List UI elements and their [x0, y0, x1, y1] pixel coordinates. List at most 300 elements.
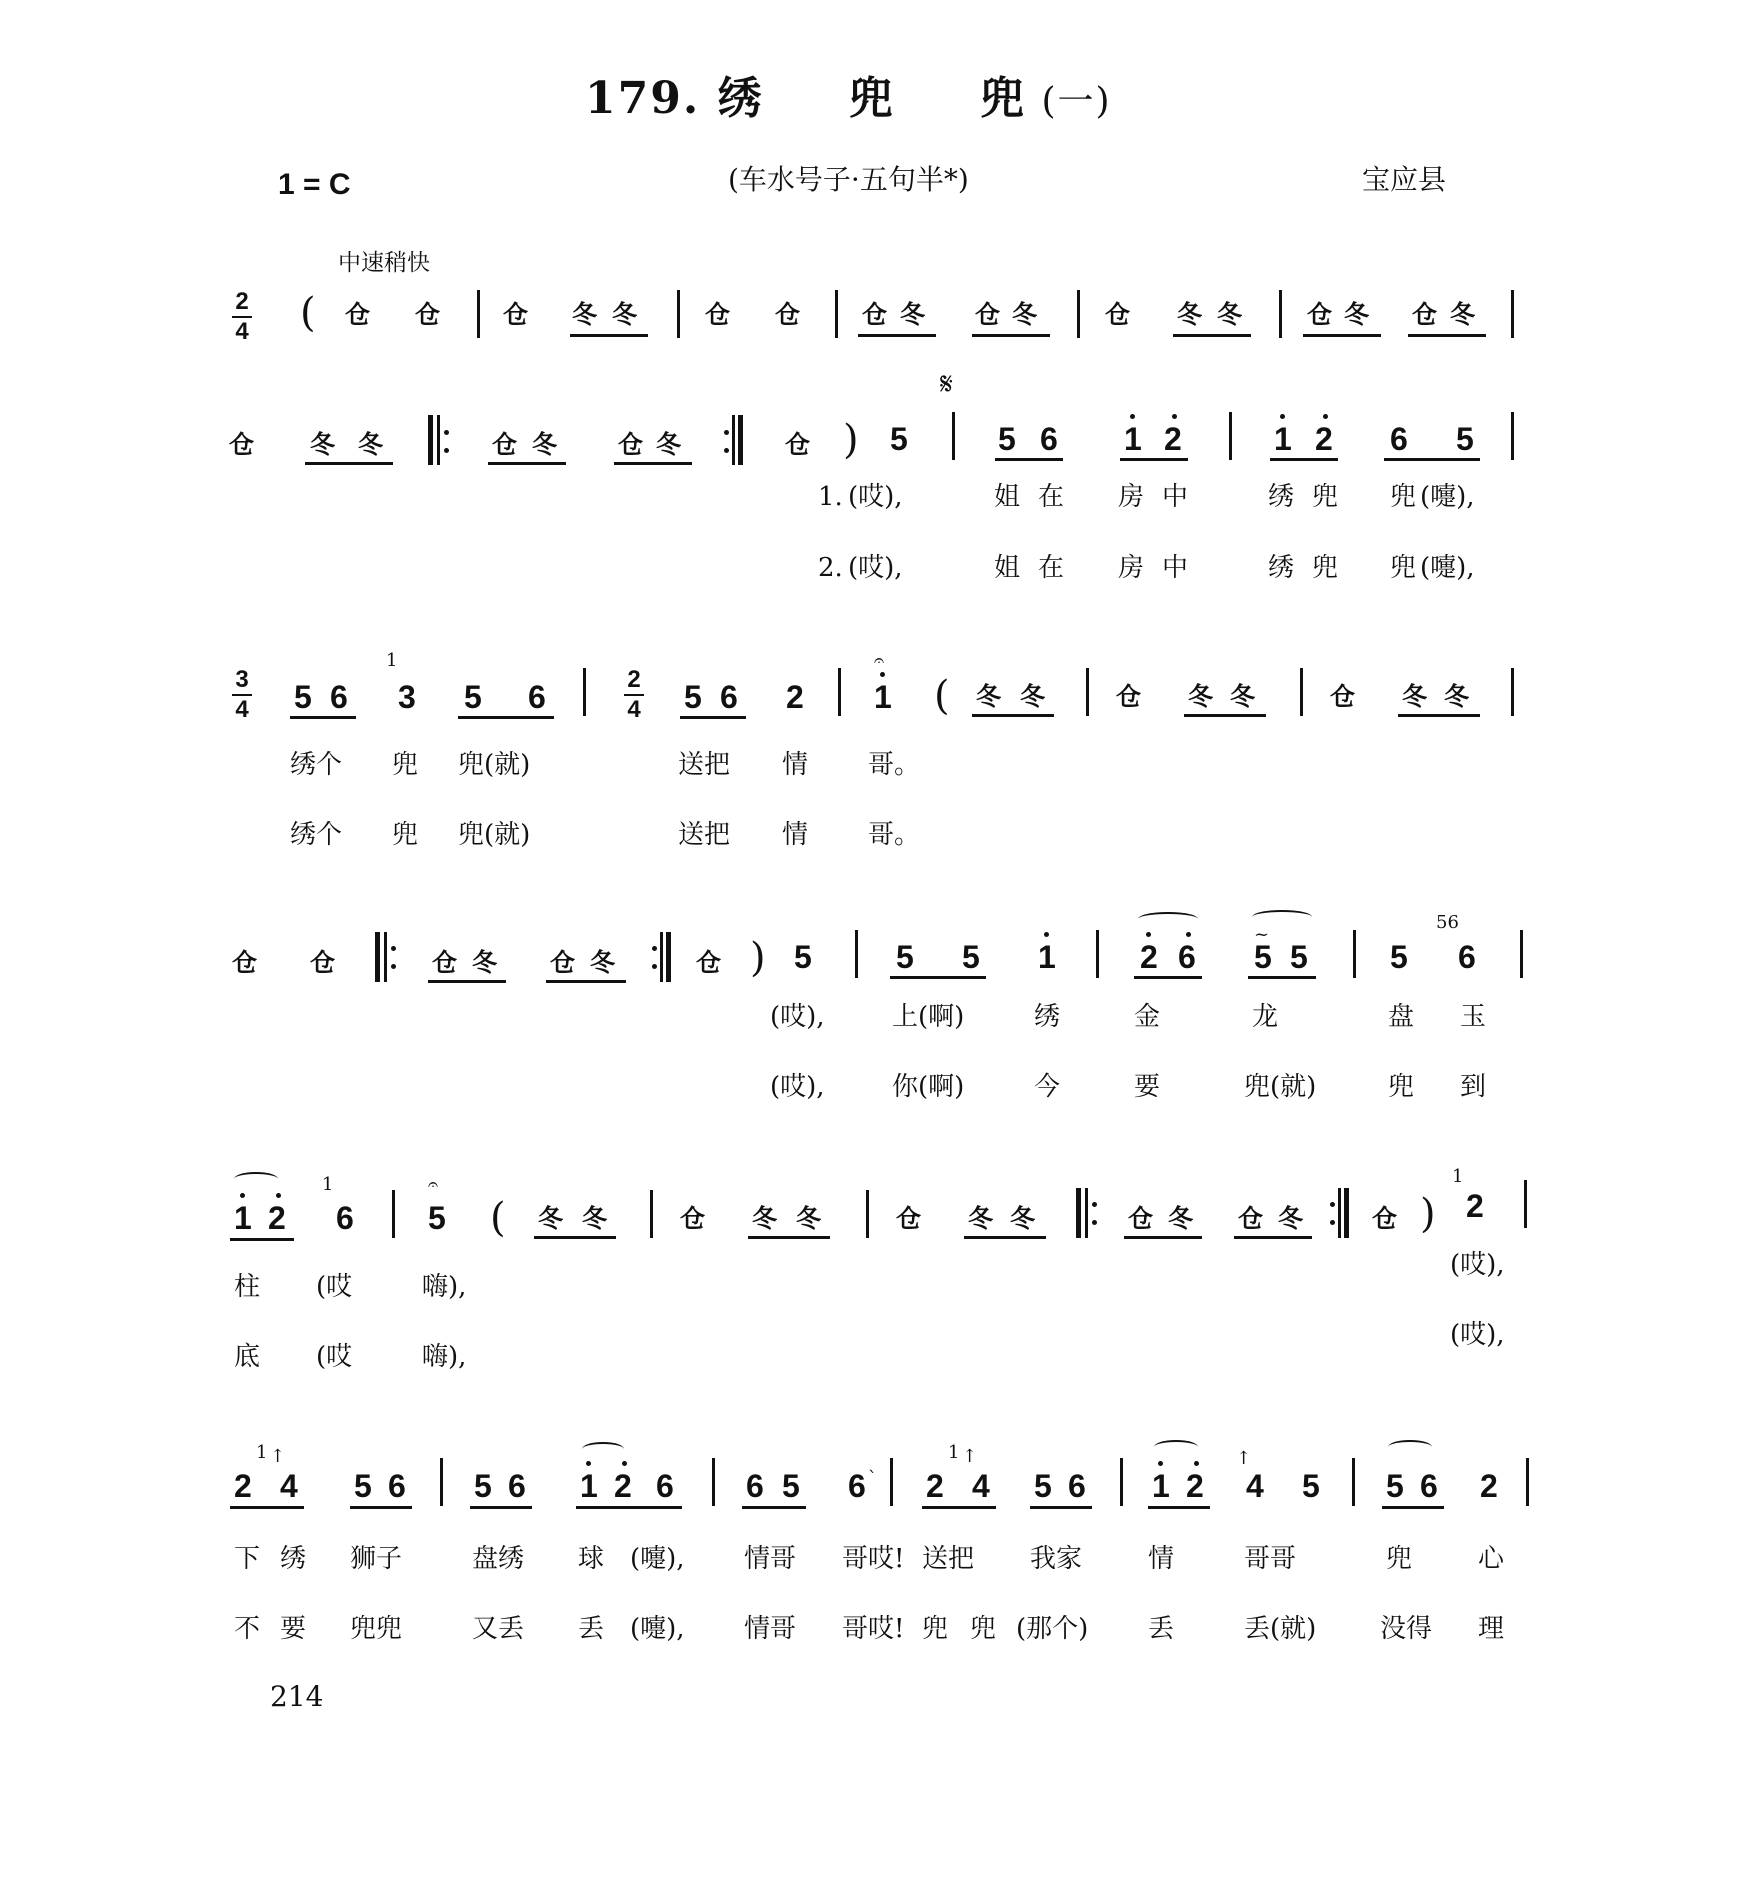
- lyric: 中: [1162, 553, 1189, 583]
- note: 2: [268, 1200, 286, 1236]
- lyric: (嚏),: [1420, 482, 1475, 512]
- perc-qiang: 仓: [492, 430, 518, 459]
- note: 1: [234, 1200, 252, 1236]
- beam: [1248, 976, 1316, 979]
- lyric: 要: [280, 1614, 307, 1644]
- tempo-marking: 中速稍快: [338, 250, 430, 276]
- note: 5: [1386, 1468, 1404, 1504]
- note: 4: [1246, 1468, 1264, 1504]
- note: 4: [972, 1468, 990, 1504]
- perc-qiang: 仓: [1412, 300, 1438, 329]
- lyric: 兜: [970, 1614, 997, 1644]
- barline: [1524, 1180, 1527, 1228]
- beam: [230, 1238, 294, 1241]
- beam: [890, 976, 986, 979]
- barline: [866, 1190, 869, 1238]
- barline: [1086, 668, 1089, 716]
- note: 5: [794, 939, 812, 975]
- lyric: 你(啊): [892, 1072, 965, 1102]
- lyric: 不: [234, 1614, 261, 1644]
- beam: [1148, 1506, 1210, 1509]
- slur: [1138, 912, 1198, 926]
- perc-dong: 冬: [968, 1204, 994, 1233]
- lyric: 在: [1038, 553, 1065, 583]
- lyric: 下: [234, 1544, 261, 1574]
- title-char-2: 兜: [848, 73, 893, 124]
- note: 5: [474, 1468, 492, 1504]
- lyric: 兜: [1390, 553, 1417, 583]
- repeat-dot: [391, 964, 396, 969]
- barline: [1085, 1188, 1088, 1238]
- note: 6: [1040, 421, 1058, 457]
- beam: [1184, 714, 1266, 717]
- perc-dong: 冬: [358, 430, 384, 459]
- lyric: (哎),: [848, 553, 903, 583]
- barline: [440, 1458, 443, 1506]
- perc-dong: 冬: [1020, 682, 1046, 711]
- repeat-dot: [444, 448, 449, 453]
- lyric: 心: [1478, 1544, 1505, 1574]
- barline: [1352, 1458, 1355, 1506]
- lyric: 今: [1034, 1072, 1061, 1102]
- perc-dong: 冬: [582, 1204, 608, 1233]
- barline: [1511, 290, 1514, 338]
- open-paren: (: [934, 673, 950, 719]
- octave-dot: [240, 1193, 245, 1198]
- barline: [437, 415, 440, 465]
- barline: [650, 1190, 653, 1238]
- slur: [1388, 1440, 1432, 1454]
- note: 2: [614, 1468, 632, 1504]
- beam: [1030, 1506, 1092, 1509]
- barline: [855, 930, 858, 978]
- lyric: 绣个: [290, 820, 343, 850]
- perc-qiang: 仓: [1330, 682, 1356, 711]
- grace-note: 1: [322, 1174, 334, 1195]
- lyric: 送把: [922, 1544, 975, 1574]
- beam: [972, 334, 1050, 337]
- repeat-dot: [652, 964, 657, 969]
- lyric: 中: [1162, 482, 1189, 512]
- note: 2: [926, 1468, 944, 1504]
- beam: [290, 716, 356, 719]
- key-signature: 1 = C: [278, 168, 351, 201]
- repeat-dot: [652, 946, 657, 951]
- perc-dong: 冬: [612, 300, 638, 329]
- perc-qiang: 仓: [415, 300, 441, 329]
- perc-dong: 冬: [572, 300, 598, 329]
- repeat-dot: [1092, 1202, 1097, 1207]
- note: 5: [998, 421, 1016, 457]
- octave-dot: [1186, 932, 1191, 937]
- note: 6: [508, 1468, 526, 1504]
- perc-qiang: 仓: [618, 430, 644, 459]
- note: 2: [786, 679, 804, 715]
- perc-dong: 冬: [900, 300, 926, 329]
- lyric: 兜: [1386, 1544, 1413, 1574]
- barline: [1511, 668, 1514, 716]
- octave-dot: [1323, 414, 1328, 419]
- perc-qiang: 仓: [550, 948, 576, 977]
- perc-qiang: 仓: [229, 430, 255, 459]
- beam: [534, 1236, 616, 1239]
- barline: [1279, 290, 1282, 338]
- perc-qiang: 仓: [705, 300, 731, 329]
- lyric: 兜: [392, 750, 419, 780]
- lyric: 嗨),: [422, 1342, 467, 1372]
- lyric: 兜兜: [350, 1614, 403, 1644]
- segno-sign: 𝄋: [940, 367, 953, 402]
- lyric: 丢(就): [1244, 1614, 1317, 1644]
- note: 3: [398, 679, 416, 715]
- note: 2: [1315, 421, 1333, 457]
- perc-dong: 冬: [1402, 682, 1428, 711]
- lyric: 理: [1478, 1614, 1505, 1644]
- close-paren: ): [750, 935, 766, 981]
- lyric: 兜: [392, 820, 419, 850]
- lyric: 底: [234, 1342, 261, 1372]
- barline: [392, 1190, 395, 1238]
- lyric: 兜(就): [458, 820, 531, 850]
- perc-qiang: 仓: [1307, 300, 1333, 329]
- note: 6: [656, 1468, 674, 1504]
- barline: [477, 290, 480, 338]
- lyric: 兜: [1312, 553, 1339, 583]
- lyric: 哥。: [868, 820, 921, 850]
- repeat-start: [375, 932, 380, 982]
- perc-dong: 冬: [1010, 1204, 1036, 1233]
- song-number: 179.: [585, 73, 701, 124]
- beam: [1234, 1236, 1312, 1239]
- lyric: 盘绣: [472, 1544, 525, 1574]
- lyric: 哥哎!: [842, 1614, 905, 1644]
- barline: [835, 290, 838, 338]
- perc-dong: 冬: [590, 948, 616, 977]
- lyric: 玉: [1460, 1002, 1487, 1032]
- note: 2: [1480, 1468, 1498, 1504]
- grace-note: 1: [256, 1442, 268, 1463]
- lyric: 又丢: [472, 1614, 525, 1644]
- note: 1: [874, 679, 892, 715]
- perc-dong: 冬: [1450, 300, 1476, 329]
- perc-dong: 冬: [472, 948, 498, 977]
- barline: [732, 415, 735, 465]
- lyric: (嚏),: [630, 1614, 685, 1644]
- note: 6: [720, 679, 738, 715]
- lyric: 嗨),: [422, 1272, 467, 1302]
- beam: [428, 980, 506, 983]
- lyric: (哎),: [770, 1072, 825, 1102]
- grace-note: 56: [1436, 912, 1459, 933]
- lyric: 盘: [1388, 1002, 1415, 1032]
- grace-note: 1: [948, 1442, 960, 1463]
- beam: [922, 1506, 996, 1509]
- beam: [1384, 458, 1480, 461]
- lyric: 兜: [1312, 482, 1339, 512]
- note: 5: [684, 679, 702, 715]
- lyric: 兜: [922, 1614, 949, 1644]
- note: 5: [1034, 1468, 1052, 1504]
- lyric: 绣: [280, 1544, 307, 1574]
- perc-qiang: 仓: [432, 948, 458, 977]
- lyric: 绣: [1268, 482, 1295, 512]
- octave-dot: [1146, 932, 1151, 937]
- barline: [583, 668, 586, 716]
- lyric: 球: [578, 1544, 605, 1574]
- open-paren: (: [490, 1195, 506, 1241]
- barline: [1511, 412, 1514, 460]
- beam: [488, 462, 566, 465]
- lyric: 上(啊): [892, 1002, 965, 1032]
- close-paren: ): [843, 417, 859, 463]
- lyric: 绣个: [290, 750, 343, 780]
- note: 6: [1068, 1468, 1086, 1504]
- perc-qiang: 仓: [775, 300, 801, 329]
- arrow-mark: ↑: [962, 1446, 978, 1467]
- octave-dot: [1172, 414, 1177, 419]
- perc-qiang: 仓: [1105, 300, 1131, 329]
- lyric: 龙: [1252, 1002, 1279, 1032]
- octave-dot: [1280, 414, 1285, 419]
- slur: [234, 1172, 278, 1186]
- octave-dot: [1158, 1461, 1163, 1466]
- repeat-dot: [724, 448, 729, 453]
- perc-qiang: 仓: [785, 430, 811, 459]
- note: 6: [1420, 1468, 1438, 1504]
- grace-note: 1: [1452, 1166, 1464, 1187]
- arrow-mark: ↑: [270, 1446, 286, 1467]
- lyric: (那个): [1016, 1614, 1089, 1644]
- note: 1: [1274, 421, 1292, 457]
- lyric: 情: [782, 820, 809, 850]
- slur: [1154, 1440, 1198, 1454]
- perc-dong: 冬: [310, 430, 336, 459]
- beam: [458, 716, 554, 719]
- page-number: 214: [270, 1680, 324, 1713]
- lyric: 没得: [1380, 1614, 1433, 1644]
- perc-dong: 冬: [976, 682, 1002, 711]
- note: 5: [1390, 939, 1408, 975]
- perc-dong: 冬: [1177, 300, 1203, 329]
- perc-qiang: 仓: [975, 300, 1001, 329]
- time-signature: 3 4: [230, 668, 254, 722]
- lyric: 情: [782, 750, 809, 780]
- barline: [838, 668, 841, 716]
- perc-dong: 冬: [1168, 1204, 1194, 1233]
- note: 6: [528, 679, 546, 715]
- perc-qiang: 仓: [232, 948, 258, 977]
- title-char-1: 绣: [717, 73, 762, 124]
- note: 5: [1456, 421, 1474, 457]
- region: 宝应县: [1362, 163, 1447, 196]
- note: 6: [1390, 421, 1408, 457]
- note: 2: [1186, 1468, 1204, 1504]
- barline: [890, 1458, 893, 1506]
- beam: [995, 458, 1063, 461]
- barline: [712, 1458, 715, 1506]
- beam: [1124, 1236, 1202, 1239]
- beam: [742, 1506, 806, 1509]
- beam: [614, 462, 692, 465]
- beam: [858, 334, 936, 337]
- note: 5: [1290, 939, 1308, 975]
- perc-qiang: 仓: [1128, 1204, 1154, 1233]
- lyric: (哎),: [1450, 1320, 1505, 1350]
- barline: [1120, 1458, 1123, 1506]
- perc-dong: 冬: [796, 1204, 822, 1233]
- note: 1: [1152, 1468, 1170, 1504]
- note: 2: [1164, 421, 1182, 457]
- note: 5: [962, 939, 980, 975]
- lyric: (嚏),: [1420, 553, 1475, 583]
- note: 5: [896, 939, 914, 975]
- barline: [1520, 930, 1523, 978]
- beam: [1382, 1506, 1444, 1509]
- lyric: 绣: [1268, 553, 1295, 583]
- lyric: 丢: [1148, 1614, 1175, 1644]
- note: 6: [330, 679, 348, 715]
- note: 5: [1254, 939, 1272, 975]
- repeat-dot: [724, 430, 729, 435]
- lyric: 丢: [578, 1614, 605, 1644]
- perc-qiang: 仓: [1116, 682, 1142, 711]
- beam: [1120, 458, 1188, 461]
- beam: [1134, 976, 1202, 979]
- title-suffix: (一): [1041, 81, 1112, 122]
- lyric: 金: [1134, 1002, 1161, 1032]
- lyric: 哥哥: [1244, 1544, 1297, 1574]
- note: 5: [354, 1468, 372, 1504]
- note: 1: [580, 1468, 598, 1504]
- note: 1: [1124, 421, 1142, 457]
- perc-qiang: 仓: [503, 300, 529, 329]
- lyric: 兜(就): [1244, 1072, 1317, 1102]
- note: 2: [234, 1468, 252, 1504]
- lyric: 房: [1118, 553, 1145, 583]
- perc-dong: 冬: [1444, 682, 1470, 711]
- perc-qiang: 仓: [345, 300, 371, 329]
- breath-mark: `: [868, 1468, 877, 1489]
- barline: [952, 412, 955, 460]
- note: 1: [1038, 939, 1056, 975]
- note: 5: [890, 421, 908, 457]
- beam: [1408, 334, 1486, 337]
- lyric: 2.: [818, 553, 843, 583]
- barline: [660, 932, 663, 982]
- note: 6: [336, 1200, 354, 1236]
- barline: [384, 932, 387, 982]
- beam: [1303, 334, 1381, 337]
- lyric: (嚏),: [630, 1544, 685, 1574]
- lyric: 我家: [1030, 1544, 1083, 1574]
- lyric: (哎),: [848, 482, 903, 512]
- octave-dot: [880, 672, 885, 677]
- perc-dong: 冬: [752, 1204, 778, 1233]
- repeat-dot: [391, 946, 396, 951]
- perc-dong: 冬: [538, 1204, 564, 1233]
- note: 6: [848, 1468, 866, 1504]
- lyric: (哎: [316, 1272, 353, 1302]
- repeat-dot: [444, 430, 449, 435]
- lyric: 情哥: [744, 1544, 797, 1574]
- barline: [1526, 1458, 1529, 1506]
- beam: [1270, 458, 1338, 461]
- grace-note: 1: [386, 650, 398, 671]
- lyric: 兜: [1390, 482, 1417, 512]
- lyric: 兜(就): [458, 750, 531, 780]
- lyric: 哥。: [868, 750, 921, 780]
- beam: [748, 1236, 830, 1239]
- lyric: 送把: [678, 750, 731, 780]
- lyric: 送把: [678, 820, 731, 850]
- octave-dot: [622, 1461, 627, 1466]
- octave-dot: [1130, 414, 1135, 419]
- perc-qiang: 仓: [680, 1204, 706, 1233]
- close-paren: ): [1420, 1191, 1436, 1237]
- lyric: 姐: [994, 553, 1021, 583]
- time-signature: 2 4: [622, 668, 646, 722]
- beam: [470, 1506, 532, 1509]
- beam: [964, 1236, 1046, 1239]
- repeat-start: [1076, 1188, 1081, 1238]
- octave-dot: [1194, 1461, 1199, 1466]
- slur: [582, 1442, 624, 1456]
- fermata: 𝄐: [874, 650, 885, 671]
- repeat-start: [428, 415, 433, 465]
- repeat-dot: [1330, 1220, 1335, 1225]
- perc-dong: 冬: [1278, 1204, 1304, 1233]
- slur: [1252, 910, 1312, 924]
- lyric: 在: [1038, 482, 1065, 512]
- note: 6: [388, 1468, 406, 1504]
- song-title: [585, 62, 1112, 126]
- lyric: 房: [1118, 482, 1145, 512]
- beam: [680, 716, 746, 719]
- perc-qiang: 仓: [1238, 1204, 1264, 1233]
- repeat-dot: [1092, 1220, 1097, 1225]
- arrow-mark: ↑: [1236, 1448, 1252, 1469]
- beam: [546, 980, 626, 983]
- note: 4: [280, 1468, 298, 1504]
- barline: [1096, 930, 1099, 978]
- beam: [350, 1506, 412, 1509]
- barline: [1229, 412, 1232, 460]
- lyric: (哎: [316, 1342, 353, 1372]
- lyric: 兜: [1388, 1072, 1415, 1102]
- subtitle: (车水号子·五句半*): [728, 163, 969, 196]
- barline: [1338, 1188, 1341, 1238]
- perc-qiang: 仓: [696, 948, 722, 977]
- beam: [230, 1506, 304, 1509]
- note: 6: [1458, 939, 1476, 975]
- note: 6: [1178, 939, 1196, 975]
- lyric: 哥哎!: [842, 1544, 905, 1574]
- perc-dong: 冬: [532, 430, 558, 459]
- repeat-end: [1344, 1188, 1349, 1238]
- repeat-dot: [1330, 1202, 1335, 1207]
- repeat-end: [738, 415, 743, 465]
- lyric: 到: [1460, 1072, 1487, 1102]
- octave-dot: [586, 1461, 591, 1466]
- note: 5: [464, 679, 482, 715]
- perc-dong: 冬: [656, 430, 682, 459]
- barline: [1353, 930, 1356, 978]
- perc-qiang: 仓: [1372, 1204, 1398, 1233]
- perc-dong: 冬: [1230, 682, 1256, 711]
- perc-qiang: 仓: [896, 1204, 922, 1233]
- beam: [570, 334, 648, 337]
- lyric: 情: [1148, 1544, 1175, 1574]
